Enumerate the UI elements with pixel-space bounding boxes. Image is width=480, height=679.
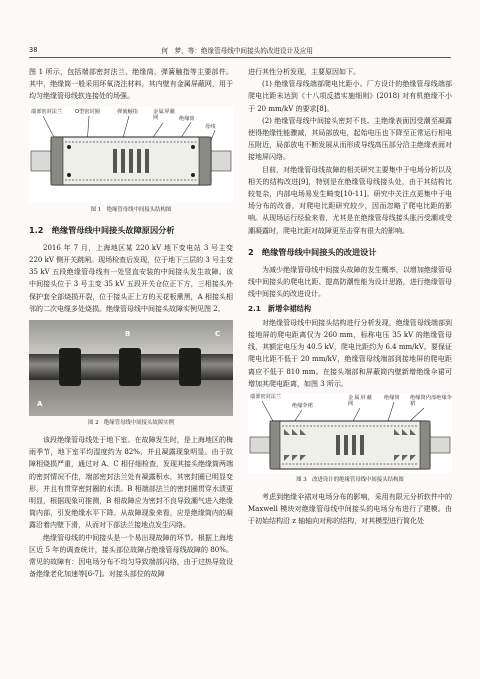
fig1-label-insulator: 绝缘筒 [179, 115, 195, 122]
section-2-1-heading: 2.1 新增伞裙结构 [248, 303, 312, 313]
figure-1-caption: 图 1 绝缘管母线中间接头结构图 [90, 206, 172, 213]
fig3-label-flange: 端部密封法兰 [250, 394, 282, 401]
paragraph: (2) 绝缘管母线中间接头密封不良。主绝缘表面因受潮至凝露使得绝缘性能骤减，其局部放电，起始电压也下降至正常运行相电压附近，局部放电不断发展从而形成导线高压部分沿主绝缘表面对接地屏闪络。 [248, 116, 452, 162]
fig3-label-skirt: 绝缘伞裙 [292, 403, 313, 410]
paragraph: 2016 年 7 月，上海地区某 220 kV 地下变电站 3 号主变 220 kV 侧开关跳闸。现场检查后发现，位于地下三层的 3 号主变 35 kV 五段绝缘管母线有一处竖直安装的中间接头发生故障。该中间接头位于 3 号主变 35 kV 五段开关仓位正下方，三相接头外保护套全部烧损开裂，位于接头正上方的天花板熏黑，A 相接头相邻的二次电缆多处烧损。绝缘管母线中间接头故障实例见图 2。 [29, 243, 234, 313]
fig1-label-oring: O型密封圈 [75, 108, 100, 115]
phase-label-b: B [125, 330, 131, 339]
fig1-drawing [29, 107, 233, 203]
paragraph: 该段绝缘管母线处于地下室。在故障发生时，是上海地区的梅雨季节，地下室平均湿度约为 82%，并且凝露现象明显。由于故障相烧损严重，通过对 A、C 相仔细检查，发现其接头绝缘筒两端的密封情况不佳，端部密封法兰处有凝露积水，其密封圈已明显变形，并且有贯穿密封圈的水渍。B 相端部法兰的密封圈贯穿水渍更明显，根据现象可推测，B 相故障应为密封不良导致潮气进入绝缘筒内部，引发绝缘水平下降。从故障现象来看，应是绝缘筒内的凝露沿着内壁下滑，从而对下部法兰接地点发生闪络。 [29, 436, 233, 530]
paragraph: 考虑到绝缘伞裙对电场分布的影响，采用有限元分析软件中的 Maxwell 模块对绝缘管母线中间接头的电场分布进行了建模。由于初始结构沿 z 轴轴向对称的结构，对其模型进行简化处 [248, 493, 452, 526]
figure-2-photo [29, 320, 233, 416]
section-2-heading: 2 绝缘管母线中间接头的改进设计 [248, 246, 377, 257]
fig3-label-shield: 金属屏蔽网 [348, 395, 372, 408]
section-1-2-heading: 1.2 绝缘管母线中间接头故障原因分析 [29, 224, 175, 235]
running-header [29, 43, 451, 58]
figure-2-caption: 图 2 绝缘管母线中间接头故障实例 [87, 420, 174, 427]
paragraph: 绝缘管母线的中间接头是一个易出现故障的环节。根据上海地区近 5 年的调查统计，接头部位故障占绝缘管母线故障的 80%。常见的故障有：因电场分布不均匀导致端部闪络，由于过热导致设备绝缘老化加速等[6-7]。对接头部位的故障 [29, 533, 233, 579]
paragraph: 进行其性分析发现，主要原因如下。 [248, 68, 360, 76]
paragraph: 对绝缘管母线中间接头结构进行分析发现，绝缘管母线端部到接地屏的爬电距离仅为 260 mm，标称电压 35 kV 的绝缘管母线，其额定电压为 40.5 kV，爬电比距约为 6.4 mm/kV。要保证爬电比距不低于 20 mm/kV，绝缘管母线端部到接地屏的爬电距离应不低于 810 mm。在接头端部和屏蔽筒内壁新增绝缘伞裙可增加其爬电距离，如图 3 所示。 [248, 318, 452, 388]
figure-3 [248, 393, 452, 473]
figure-1 [29, 107, 233, 203]
fig3-label-insulator: 绝缘筒 [384, 395, 400, 402]
paragraph: 目前，对绝缘管母线故障的相关研究主要集中于电场分析以及相关的结构改进[9]，特别是在绝缘管母线接头处，由于其结构比较复杂，内部电场易发生畸变[10-11]。研究中关注点更集中于电场分布的改善，对爬电比距研究较少，因而忽略了爬电比距的影响。从现场运行经验来看，尤其是在绝缘管母线接头胀污受潮或受潮凝露时，爬电比距对故障更至击穿有很大的影响。 [248, 165, 452, 235]
fig1-label-busbar: 母线 [205, 123, 216, 130]
phase-label-a: A [37, 400, 43, 409]
figure-3-caption: 图 3 改进设计的绝缘管母线中间接头结构图 [296, 477, 404, 484]
right-column [248, 66, 452, 528]
fig1-label-spring: 弹簧触指 [117, 108, 138, 115]
fig3-label-inner-skirt: 绝缘筒内部绝缘伞裙 [410, 395, 452, 408]
fig1-label-shield: 金属屏蔽网 [153, 108, 175, 121]
paragraph: 为减少绝缘管母线中间接头故障的发生概率，以增加绝缘管母线中间接头的爬电比距、提高防潮性能为设计思路，进行绝缘管母线中间接头的改进设计。 [248, 266, 452, 299]
page-number: 38 [29, 46, 38, 54]
paragraph: (1) 绝缘管母线端部爬电比距小。厂方设计的绝缘管母线端部爬电比距未达到《十八项反措实施细则》(2018) 对有机绝缘不小于 20 mm/kV 的要求[8]。 [248, 80, 452, 113]
phase-label-c: C [215, 330, 221, 339]
paragraph: 图 1 所示，包括端部密封法兰、绝缘筒、弹簧触指等主要部件。其中，绝缘筒一般采用环氧浇注材料，其内壁有金属屏蔽网，用于均匀绝缘管母线软连接处的场强。 [29, 68, 233, 101]
running-title: 何 梦，等：绝缘管母线中间接头的改进设计及应用 [161, 47, 314, 55]
left-column [29, 66, 233, 580]
fig3-drawing [248, 393, 452, 473]
fig1-label-flange: 端部密封法兰 [31, 108, 63, 115]
